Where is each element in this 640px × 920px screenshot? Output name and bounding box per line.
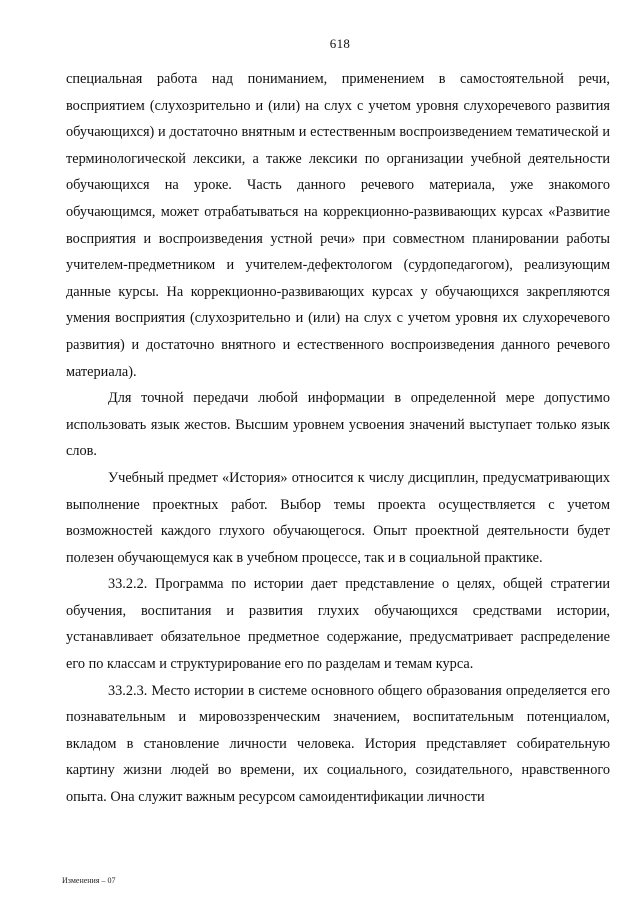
body-text <box>66 66 610 811</box>
paragraph-sign-language: Для точной передачи любой информации в определенной мере допустимо использовать язык жестов. Высшим уровнем усвоения значений выступает только язык слов. <box>66 390 610 460</box>
paragraph-section-33-2-2: 33.2.2. Программа по истории дает представление о целях, общей стратегии обучения, воспитания и развития глухих обучающихся средствами истории, устанавливает обязательное предметное содержание, предусматривает распределение его по классам и структурирование его по разделам и темам курса. <box>66 576 610 673</box>
paragraph-history-projects: Учебный предмет «История» относится к числу дисциплин, предусматривающих выполнение проектных работ. Выбор темы проекта осуществляется с учетом возможностей каждого глухого обучающегося. Опыт проектной деятельности будет полезен обучающемуся как в учебном процессе, так и в социальной практике. <box>66 469 610 566</box>
page-number: 618 <box>329 36 351 51</box>
paragraph-continuation: специальная работа над пониманием, применением в самостоятельной речи, восприятием (слухозрительно и (или) на слух с учетом уровня слухоречевого развития обучающихся) и достаточно внятным и естественным воспроизведением тематической и терминологической лексики, а также лексики по организации учебной деятельности обучающихся на уроке. Часть данного речевого материала, уже знакомого обучающимся, может отрабатываться на коррекционно-развивающих курсах «Развитие восприятия и воспроизведения устной речи» при совместном планировании работы учителем-предметником и учителем-дефектологом (сурдопедагогом), реализующим данные курсы. На коррекционно-развивающих курсах у обучающихся закрепляются умения восприятия (слухозрительно и (или) на слух с учетом уровня их слухоречевого развития) и достаточно внятного и естественного воспроизведения данного речевого материала). <box>66 71 610 380</box>
footer-revision-note: Изменения – 07 <box>62 876 116 885</box>
paragraph-section-33-2-3: 33.2.3. Место истории в системе основного общего образования определяется его познавательным и мировоззренческим значением, воспитательным потенциалом, вкладом в становление личности человека. История представляет собирательную картину жизни людей во времени, их социального, созидательного, нравственного опыта. Она служит важным ресурсом самоидентификации личности <box>66 682 610 806</box>
